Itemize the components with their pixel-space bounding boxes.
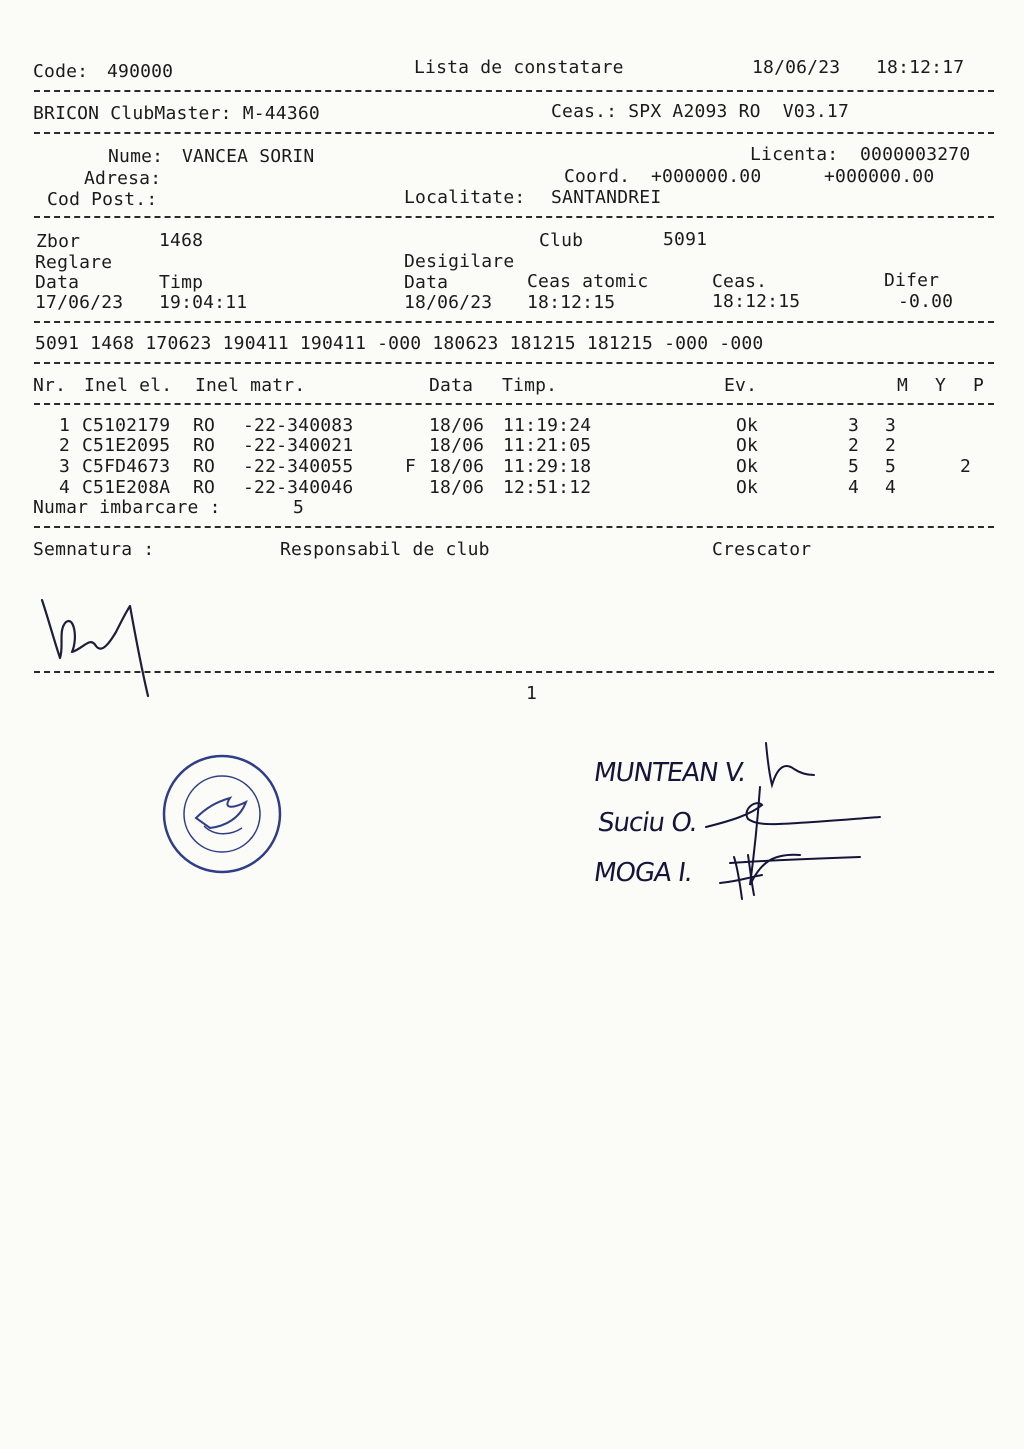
row-matr: -22-340083: [243, 415, 354, 436]
header-date: 18/06/23: [752, 57, 841, 78]
atomic-clock-time: 18:12:15: [527, 292, 616, 313]
row-ev: Ok: [736, 415, 759, 436]
locality-label: Localitate:: [404, 187, 526, 208]
owner-name: VANCEA SORIN: [182, 146, 315, 167]
divider: [34, 526, 994, 528]
setting-date-label: Data: [35, 272, 80, 293]
setting-label: Reglare: [35, 252, 113, 273]
coord-x: +000000.00: [651, 166, 762, 187]
flight-value: 1468: [159, 230, 204, 251]
name-label: Nume:: [108, 146, 164, 167]
row-m: 5: [848, 456, 860, 477]
row-nr: 4: [59, 477, 71, 498]
row-y: 3: [885, 415, 897, 436]
unsealing-date: 18/06/23: [404, 292, 493, 313]
row-m: 4: [848, 477, 860, 498]
col-inel-el: Inel el.: [84, 375, 173, 396]
row-inel-el: C5FD4673: [82, 456, 171, 477]
coord-y: +000000.00: [824, 166, 935, 187]
divider: [34, 132, 994, 134]
member-name-2: Suciu O.: [595, 808, 700, 838]
row-nr: 3: [59, 456, 71, 477]
club-responsible-label: Responsabil de club: [280, 539, 490, 560]
col-y: Y: [935, 375, 947, 396]
header-time: 18:12:17: [876, 57, 965, 78]
row-ev: Ok: [736, 477, 759, 498]
col-ev: Ev.: [724, 375, 758, 396]
member-name-1: MUNTEAN V.: [591, 758, 748, 788]
row-date: 18/06: [429, 415, 485, 436]
setting-time-label: Timp: [159, 272, 204, 293]
postcode-label: Cod Post.:: [47, 189, 158, 210]
row-y: 4: [885, 477, 897, 498]
divider: [34, 321, 994, 323]
club-stamp: [160, 752, 284, 876]
row-nr: 2: [59, 435, 71, 456]
col-m: M: [897, 375, 909, 396]
clock-id: Ceas.: SPX A2093 RO V03.17: [551, 101, 849, 122]
row-matr: -22-340046: [243, 477, 354, 498]
member-name-3: MOGA I.: [591, 858, 695, 888]
row-m: 3: [848, 415, 860, 436]
col-timp: Timp.: [502, 375, 558, 396]
club-label: Club: [539, 230, 584, 251]
divider: [34, 362, 994, 364]
unsealing-date-label: Data: [404, 272, 449, 293]
signature-scribble: [34, 588, 164, 700]
code-line: 5091 1468 170623 190411 190411 -000 180623 181215 181215 -000 -000: [35, 333, 764, 354]
row-date: 18/06: [429, 456, 485, 477]
embark-value: 5: [293, 497, 305, 518]
flight-label: Zbor: [36, 231, 81, 252]
atomic-clock-label: Ceas atomic: [527, 271, 649, 292]
address-label: Adresa:: [84, 168, 162, 189]
row-time: 12:51:12: [503, 477, 592, 498]
row-matr: -22-340055: [243, 456, 354, 477]
embark-label: Numar imbarcare :: [33, 497, 221, 518]
row-y: 2: [885, 435, 897, 456]
code-label: Code:: [33, 61, 89, 82]
divider: [34, 216, 994, 218]
row-inel-el: C51E2095: [82, 435, 171, 456]
row-country: RO: [193, 456, 216, 477]
locality-value: SANTANDREI: [551, 187, 662, 208]
document-title: Lista de constatare: [414, 57, 624, 78]
difference-value: -0.00: [898, 291, 954, 312]
row-time: 11:21:05: [503, 435, 592, 456]
row-m: 2: [848, 435, 860, 456]
row-ev: Ok: [736, 435, 759, 456]
setting-date: 17/06/23: [35, 292, 124, 313]
row-matr: -22-340021: [243, 435, 354, 456]
col-nr: Nr.: [33, 375, 67, 396]
row-nr: 1: [59, 415, 71, 436]
code-value: 490000: [107, 61, 174, 82]
col-inel-matr: Inel matr.: [195, 375, 306, 396]
clubmaster-id: BRICON ClubMaster: M-44360: [33, 103, 320, 124]
row-ev: Ok: [736, 456, 759, 477]
coord-label: Coord.: [564, 166, 631, 187]
club-value: 5091: [663, 229, 708, 250]
row-p: 2: [960, 456, 972, 477]
row-inel-el: C5102179: [82, 415, 171, 436]
row-country: RO: [193, 435, 216, 456]
row-country: RO: [193, 415, 216, 436]
licence-value: 0000003270: [860, 144, 971, 165]
clock-label: Ceas.: [712, 271, 768, 292]
row-date: 18/06: [429, 435, 485, 456]
divider: [34, 671, 994, 673]
difference-label: Difer: [884, 270, 940, 291]
page-number: 1: [526, 683, 538, 704]
row-flag: F: [405, 456, 417, 477]
breeder-label: Crescator: [712, 539, 812, 560]
signature-label: Semnatura :: [33, 539, 155, 560]
member-signatures: [690, 735, 890, 915]
row-time: 11:19:24: [503, 415, 592, 436]
divider: [34, 90, 994, 92]
row-date: 18/06: [429, 477, 485, 498]
clock-time: 18:12:15: [712, 291, 801, 312]
unsealing-label: Desigilare: [404, 251, 515, 272]
row-country: RO: [193, 477, 216, 498]
licence-label: Licenta:: [750, 144, 839, 165]
row-inel-el: C51E208A: [82, 477, 171, 498]
col-data: Data: [429, 375, 474, 396]
col-p: P: [973, 375, 985, 396]
row-time: 11:29:18: [503, 456, 592, 477]
setting-time: 19:04:11: [159, 292, 248, 313]
row-y: 5: [885, 456, 897, 477]
divider: [34, 403, 994, 405]
